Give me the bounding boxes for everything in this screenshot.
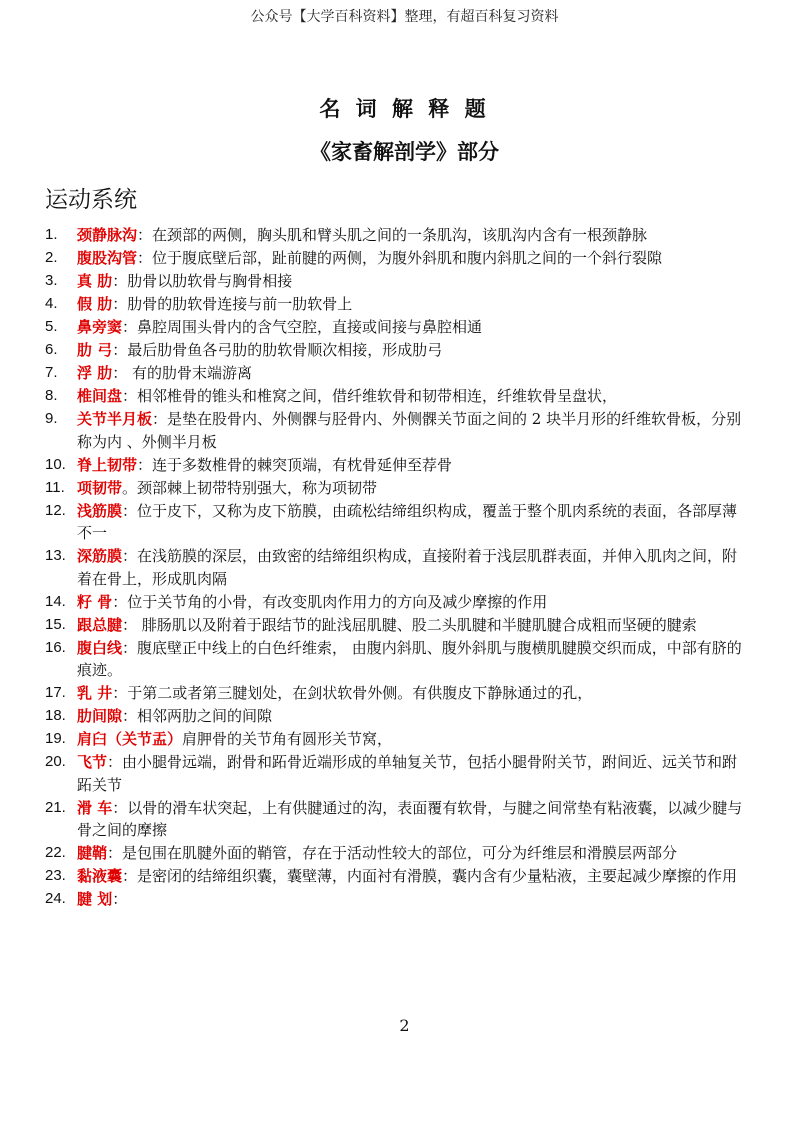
item-number: 12. — [45, 501, 66, 519]
term-label: 腹股沟管 — [77, 249, 138, 267]
item-number: 17. — [45, 684, 66, 701]
list-item — [45, 797, 745, 842]
term-separator: ： — [122, 547, 138, 565]
list-item — [45, 682, 745, 705]
list-item — [45, 500, 745, 545]
list-item — [45, 591, 745, 614]
page-header: 公众号【大学百科资料】整理，有超百科复习资料 — [250, 9, 559, 25]
list-item — [45, 614, 745, 637]
term-definition: 位于关节角的小骨，有改变肌肉作用力的方向及减少摩擦的作用 — [127, 592, 548, 611]
term-label: 脊上韧带 — [77, 455, 138, 474]
term-separator: ： — [112, 890, 128, 908]
term-label: 跟总腱 — [77, 615, 123, 634]
list-item — [45, 385, 745, 408]
term-label: 椎间盘 — [77, 387, 123, 405]
term-separator: ： — [112, 295, 128, 313]
item-number: 14. — [45, 592, 66, 610]
term-definition: 颈部棘上韧带特别强大，称为项韧带 — [137, 478, 378, 497]
term-definition: 是包围在肌腱外面的鞘管，存在于活动性较大的部位，可分为纤维层和滑膜层两部分 — [122, 844, 678, 862]
term-label: 腱 划 — [77, 890, 113, 908]
term-separator: ： — [152, 410, 168, 428]
list-item — [45, 408, 745, 453]
item-number: 10. — [45, 455, 66, 473]
list-item — [45, 270, 745, 293]
item-number: 15. — [45, 615, 66, 633]
term-separator: ： — [122, 638, 138, 657]
term-label: 浅筋膜 — [77, 501, 123, 520]
term-definition: 位于腹底壁后部，趾前腱的两侧，为腹外斜肌和腹内斜肌之间的一个斜行裂隙 — [152, 249, 663, 267]
list-item — [45, 339, 745, 362]
item-number: 6. — [45, 341, 58, 358]
item-number: 2. — [45, 249, 58, 266]
page-subtitle: 《家畜解剖学》部分 — [310, 140, 499, 164]
list-item — [45, 751, 745, 796]
list-item — [45, 728, 745, 751]
term-definition: 位于皮下，又称为皮下筋膜，由疏松结缔组织构成，覆盖于整个肌肉系统的表面，各部厚薄不一 — [77, 501, 738, 542]
list-item — [45, 545, 745, 590]
term-separator: ： — [112, 272, 128, 290]
term-label: 肋 弓 — [77, 341, 113, 359]
term-definition: 有的肋骨末端游离 — [127, 364, 253, 382]
term-separator: ： — [112, 364, 128, 382]
term-definition: 肩胛骨的关节角有圆形关节窝， — [182, 730, 393, 748]
term-definition: 腓肠肌以及附着于跟结节的趾浅屈肌腱、股二头肌腱和半腱肌腱合成粗而坚硬的腱索 — [137, 615, 697, 634]
term-label: 乳 井 — [77, 684, 113, 702]
term-label: 黏液囊 — [77, 867, 123, 885]
item-number: 18. — [45, 707, 66, 724]
term-label: 关节半月板 — [77, 410, 153, 428]
term-separator: ： — [122, 867, 138, 885]
term-separator: ： — [122, 615, 138, 634]
term-definition: 是密闭的结缔组织囊，囊壁薄，内面衬有滑膜，囊内含有少量粘液，主要起减少摩擦的作用 — [137, 867, 738, 885]
page-title: 名 词 解 释 题 — [319, 97, 490, 121]
term-label: 深筋膜 — [77, 547, 123, 565]
term-label: 浮 肋 — [77, 364, 113, 382]
term-label: 肩臼（关节盂） — [77, 730, 183, 748]
list-item — [45, 637, 745, 682]
list-item — [45, 705, 745, 728]
term-list — [45, 224, 745, 911]
list-item — [45, 865, 745, 888]
term-definition: 在颈部的两侧，胸头肌和臂头肌之间的一条肌沟，该肌沟内含有一根颈静脉 — [152, 226, 648, 244]
list-item — [45, 477, 745, 500]
term-separator: ： — [137, 226, 153, 244]
term-label: 飞节 — [77, 753, 108, 771]
term-definition: 于第二或者第三腱划处，在剑状软骨外侧。有供腹皮下静脉通过的孔， — [127, 684, 593, 702]
item-number: 21. — [45, 798, 66, 816]
item-number: 3. — [45, 272, 58, 289]
term-definition: 肋骨的肋软骨连接与前一肋软骨上 — [127, 295, 353, 313]
term-separator: ： — [137, 455, 153, 474]
item-number: 5. — [45, 318, 58, 335]
term-label: 籽 骨 — [77, 592, 113, 611]
list-item — [45, 247, 745, 270]
term-definition: 肋骨以肋软骨与胸骨相接 — [127, 272, 293, 290]
term-separator: ： — [122, 501, 138, 520]
term-separator: ： — [107, 753, 123, 771]
term-separator: ： — [112, 684, 128, 702]
term-definition: 腹底壁正中线上的白色纤维索， 由腹内斜肌、腹外斜肌与腹横肌腱膜交织而成，中部有脐的痕迹。 — [77, 638, 742, 679]
term-label: 滑 车 — [77, 798, 113, 817]
term-label: 项韧带 — [77, 478, 123, 497]
item-number: 7. — [45, 364, 58, 381]
term-separator: ： — [122, 318, 138, 336]
term-separator: ： — [112, 798, 128, 817]
list-item — [45, 293, 745, 316]
item-number: 23. — [45, 867, 66, 884]
term-label: 颈静脉沟 — [77, 226, 138, 244]
list-item — [45, 842, 745, 865]
list-item — [45, 454, 745, 477]
term-label: 假 肋 — [77, 295, 113, 313]
term-label: 鼻旁窦 — [77, 318, 123, 336]
term-separator: ： — [122, 387, 138, 405]
list-item — [45, 362, 745, 385]
list-item — [45, 224, 745, 247]
term-definition: 最后肋骨鱼各弓肋的肋软骨顺次相接，形成肋弓 — [127, 341, 443, 359]
term-definition: 鼻腔周围头骨内的含气空腔，直接或间接与鼻腔相通 — [137, 318, 483, 336]
list-item — [45, 888, 745, 911]
item-number: 19. — [45, 730, 66, 747]
term-separator: ： — [122, 707, 138, 725]
item-number: 13. — [45, 547, 66, 564]
list-item — [45, 316, 745, 339]
item-number: 8. — [45, 387, 58, 404]
term-label: 真 肋 — [77, 272, 113, 290]
item-number: 24. — [45, 890, 66, 907]
term-separator: 。 — [122, 478, 138, 497]
item-number: 4. — [45, 295, 58, 312]
page-number: 2 — [399, 1016, 410, 1035]
item-number: 11. — [45, 478, 65, 496]
item-number: 22. — [45, 844, 66, 861]
term-definition: 由小腿骨远端，跗骨和跖骨近端形成的单轴复关节，包括小腿骨附关节，跗间近、远关节和跗跖关节 — [77, 753, 738, 794]
item-number: 9. — [45, 410, 58, 427]
term-separator: ： — [137, 249, 153, 267]
term-definition: 在浅筋膜的深层，由致密的结缔组织构成，直接附着于浅层肌群表面，并伸入肌肉之间，附着在骨上，形成肌肉隔 — [77, 547, 738, 588]
term-definition: 相邻两肋之间的间隙 — [137, 707, 273, 725]
term-separator: ： — [112, 341, 128, 359]
term-label: 腹白线 — [77, 638, 123, 657]
item-number: 16. — [45, 638, 66, 656]
term-definition: 是垫在股骨内、外侧髁与胫骨内、外侧髁关节面之间的 2 块半月形的纤维软骨板，分别称为内 、外侧半月板 — [77, 410, 742, 451]
term-definition: 相邻椎骨的锥头和椎窝之间，借纤维软骨和韧带相连，纤维软骨呈盘状， — [137, 387, 618, 405]
term-definition: 以骨的滑车状突起，上有供腱通过的沟，表面覆有软骨，与腱之间常垫有粘液囊，以减少腱与骨之间的摩擦 — [77, 798, 743, 839]
term-definition: 连于多数椎骨的棘突顶端，有枕骨延伸至荐骨 — [152, 455, 453, 474]
term-label: 腱鞘 — [77, 844, 108, 862]
section-heading: 运动系统 — [45, 187, 137, 213]
term-label: 肋间隙 — [77, 707, 123, 725]
item-number: 1. — [45, 226, 58, 243]
item-number: 20. — [45, 753, 66, 770]
term-separator: ： — [107, 844, 123, 862]
term-separator: ： — [112, 592, 128, 611]
